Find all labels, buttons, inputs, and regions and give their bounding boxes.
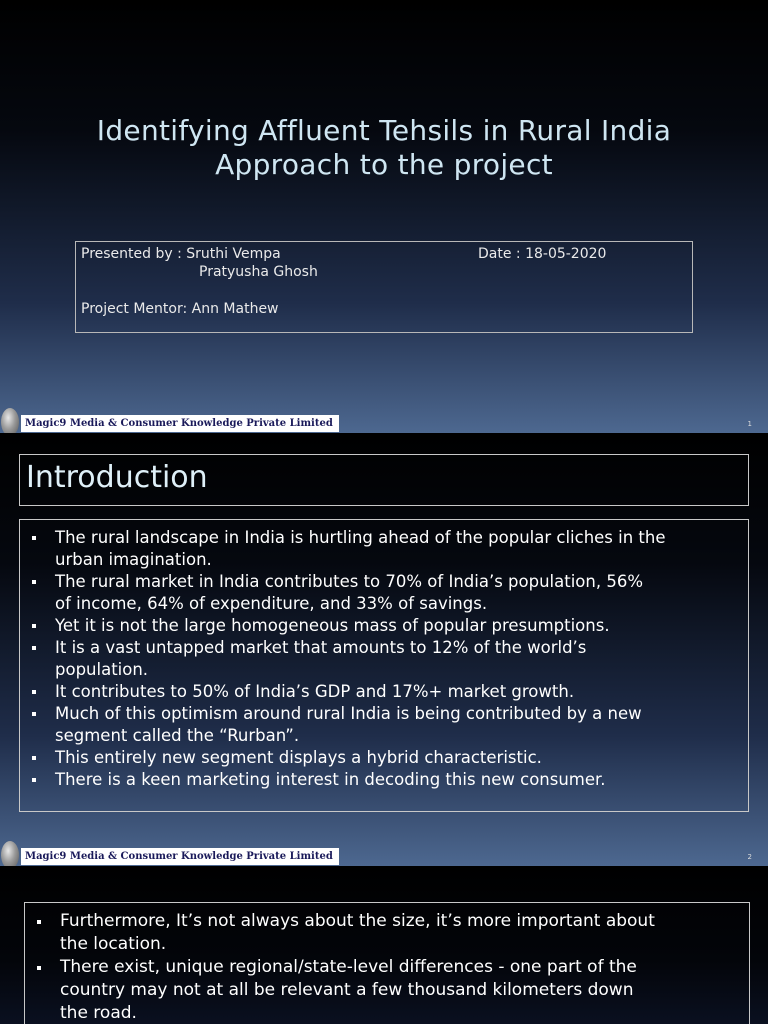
slide-footer <box>0 414 768 433</box>
bullet-text-line: segment called the “Rurban”. <box>55 726 300 745</box>
bullet-list <box>60 910 655 1024</box>
bullet-box <box>24 902 750 1024</box>
bullet-text-line: It contributes to 50% of India’s GDP and 17%+ market growth. <box>55 682 575 701</box>
bullet-text-line: This entirely new segment displays a hybrid characteristic. <box>55 748 542 767</box>
bullet-text-line: the location. <box>60 934 167 954</box>
bullet-text-line: The rural landscape in India is hurtling ahead of the popular cliches in the <box>55 528 666 547</box>
bullet-text-line: The rural market in India contributes to 70% of India’s population, 56% <box>55 572 643 591</box>
bullet-box <box>19 519 749 812</box>
bullet-item <box>60 910 655 956</box>
company-name: Magic9 Media & Consumer Knowledge Private Limited <box>21 848 339 865</box>
company-name: Magic9 Media & Consumer Knowledge Private Limited <box>21 415 339 432</box>
presenter-2: Pratyusha Ghosh <box>199 264 318 280</box>
slide-3 <box>0 866 768 1024</box>
slide-2 <box>0 433 768 866</box>
slide-heading: Introduction <box>26 460 208 495</box>
bullet-item <box>55 747 666 769</box>
title-line-1: Identifying Affluent Tehsils in Rural India <box>96 114 672 147</box>
project-mentor: Project Mentor: Ann Mathew <box>81 301 279 317</box>
bullet-item <box>55 571 666 615</box>
bullet-text-line: country may not at all be relevant a few thousand kilometers down <box>60 980 634 1000</box>
bullet-text-line: of income, 64% of expenditure, and 33% of savings. <box>55 594 488 613</box>
bullet-item <box>55 637 666 681</box>
bullet-text-line: It is a vast untapped market that amounts to 12% of the world’s <box>55 638 587 657</box>
bullet-text-line: urban imagination. <box>55 550 212 569</box>
page-number: 2 <box>747 853 752 861</box>
bullet-text-line: the road. <box>60 1003 137 1023</box>
presented-by: Presented by : Sruthi Vempa <box>81 246 281 262</box>
bullet-text-line: There is a keen marketing interest in decoding this new consumer. <box>55 770 606 789</box>
slide-title <box>0 114 768 182</box>
bullet-list <box>55 527 666 791</box>
heading-box <box>19 454 749 506</box>
presenter-info-box <box>75 241 693 333</box>
bullet-text-line: There exist, unique regional/state-level differences - one part of the <box>60 957 637 977</box>
bullet-item <box>55 615 666 637</box>
bullet-item <box>55 681 666 703</box>
bullet-text-line: Furthermore, It’s not always about the size, it’s more important about <box>60 911 655 931</box>
bullet-item <box>55 769 666 791</box>
bullet-item <box>60 956 655 1024</box>
slide-1 <box>0 0 768 433</box>
bullet-item <box>55 527 666 571</box>
page-number: 1 <box>747 420 752 428</box>
title-line-2: Approach to the project <box>215 148 553 181</box>
bullet-text-line: Much of this optimism around rural India is being contributed by a new <box>55 704 642 723</box>
bullet-item <box>55 703 666 747</box>
company-logo-icon <box>1 841 19 866</box>
bullet-text-line: Yet it is not the large homogeneous mass of popular presumptions. <box>55 616 610 635</box>
slide-footer <box>0 847 768 866</box>
presentation-date: Date : 18-05-2020 <box>478 246 607 262</box>
bullet-text-line: population. <box>55 660 149 679</box>
company-logo-icon <box>1 408 19 433</box>
